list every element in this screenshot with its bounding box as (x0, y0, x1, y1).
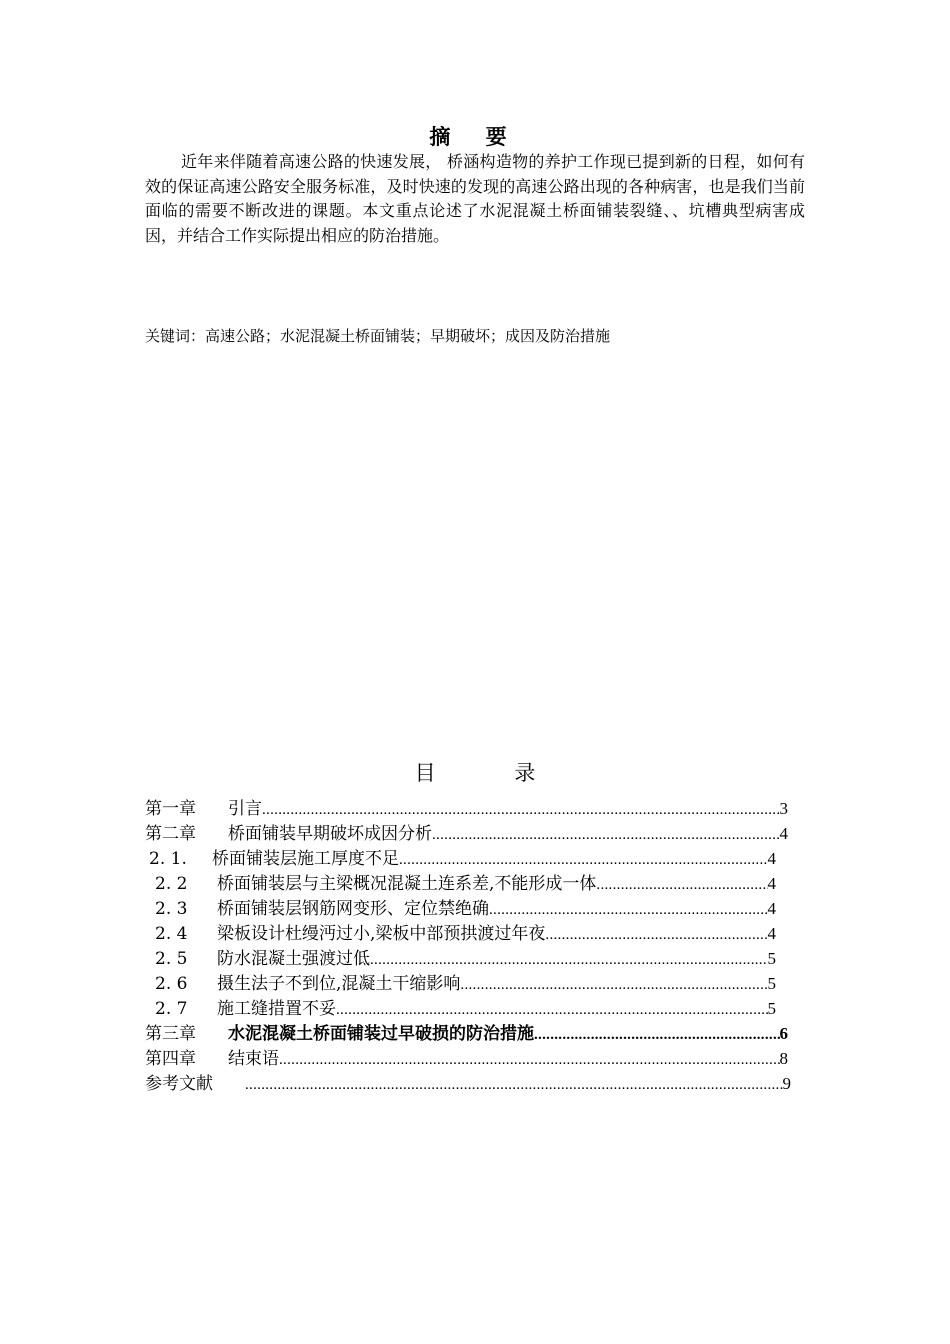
toc-entry-section-2-1[interactable] (149, 846, 776, 871)
toc-entry-chapter-1[interactable] (145, 796, 788, 821)
toc-entry-chapter-2[interactable] (145, 821, 788, 846)
toc-entry-section-2-7[interactable] (155, 996, 776, 1021)
toc-entry-page: 5 (767, 974, 776, 993)
toc-entry-text: 引言 (228, 799, 262, 819)
toc-entry-page: 4 (779, 824, 788, 843)
toc-entry-text: 桥面铺装层施工厚度不足 (212, 849, 399, 869)
toc-entry-number: 2. 2 (155, 874, 188, 894)
keywords-line: 关键词：高速公路；水泥混凝土桥面铺装；早期破坏；成因及防治措施 (145, 327, 611, 345)
dot-leader (534, 1023, 780, 1048)
toc-entry-number: 2. 1. (149, 849, 187, 869)
toc-entry-page: 6 (779, 1024, 788, 1043)
toc-entry-number: 第一章 (145, 799, 196, 819)
toc-entry-number: 2. 7 (155, 999, 188, 1019)
toc-entry-number: 2. 3 (155, 899, 188, 919)
dot-leader (370, 948, 768, 973)
toc-entry-text: 桥面铺装层钢筋网变形、定位禁绝确 (217, 899, 489, 919)
toc-entry-text: 水泥混凝土桥面铺装过早破损的防治措施 (228, 1024, 534, 1044)
toc-entry-page: 8 (779, 1049, 788, 1068)
toc-entry-number: 参考文献 (145, 1074, 213, 1094)
dot-leader (336, 998, 768, 1023)
toc-entry-page: 5 (767, 949, 776, 968)
toc-entry-number: 第二章 (145, 824, 196, 844)
toc-entry-page: 4 (767, 849, 776, 868)
toc-entry-page: 5 (767, 999, 776, 1018)
toc-entry-section-2-6[interactable] (155, 971, 776, 996)
toc-entry-number: 2. 6 (155, 974, 188, 994)
dot-leader (545, 923, 767, 948)
dot-leader (596, 873, 767, 898)
abstract-body: 近年来伴随着高速公路的快速发展， 桥涵构造物的养护工作现已提到新的日程，如何有效的保证高速公路安全服务标准，及时快速的发现的高速公路出现的各种病害，也是我们当前面临的需要不断改进的课题。本文重点论述了水泥混凝土桥面铺装裂缝、、坑槽典型病害成因，并结合工作实际提出相应的防治措施。 (145, 152, 805, 245)
toc-entry-chapter-3[interactable] (145, 1021, 788, 1046)
toc-entry-section-2-2[interactable] (155, 871, 776, 896)
toc-entry-page: 4 (767, 874, 776, 893)
toc-entry-page: 4 (767, 924, 776, 943)
dot-leader (432, 823, 780, 848)
toc-entry-number: 2. 4 (155, 924, 188, 944)
toc-entry-text: 桥面铺装层与主梁概况混凝土连系差,不能形成一体 (217, 874, 597, 894)
dot-leader (245, 1073, 783, 1098)
toc-entry-section-2-5[interactable] (155, 946, 776, 971)
toc-entry-number: 2. 5 (155, 949, 188, 969)
toc-entry-page: 3 (779, 799, 788, 818)
dot-leader (489, 898, 768, 923)
toc-entry-text: 防水混凝土强渡过低 (217, 949, 370, 969)
toc-entry-text: 摄生法子不到位,混凝土干缩影响 (217, 974, 461, 994)
toc-entry-text: 桥面铺装早期破坏成因分析 (228, 824, 432, 844)
toc-entry-number: 第四章 (145, 1049, 196, 1069)
toc-entry-text: 结束语 (228, 1049, 279, 1069)
toc-entry-text: 施工缝措置不妥 (217, 999, 336, 1019)
dot-leader (279, 1048, 780, 1073)
dot-leader (262, 798, 780, 823)
toc-entry-section-2-4[interactable] (155, 921, 776, 946)
toc-entry-number: 第三章 (145, 1024, 196, 1044)
toc-entry-chapter-4[interactable] (145, 1046, 788, 1071)
toc-entry-text: 梁板设计杜缦沔过小,梁板中部预拱渡过年夜 (217, 924, 546, 944)
dot-leader (399, 848, 768, 873)
toc-entry-references[interactable] (145, 1071, 791, 1096)
toc-entry-section-2-3[interactable] (155, 896, 776, 921)
toc-title: 目 录 (414, 761, 572, 785)
dot-leader (460, 973, 767, 998)
abstract-title: 摘 要 (429, 125, 521, 149)
toc-entry-page: 9 (782, 1074, 791, 1093)
toc-entry-page: 4 (767, 899, 776, 918)
